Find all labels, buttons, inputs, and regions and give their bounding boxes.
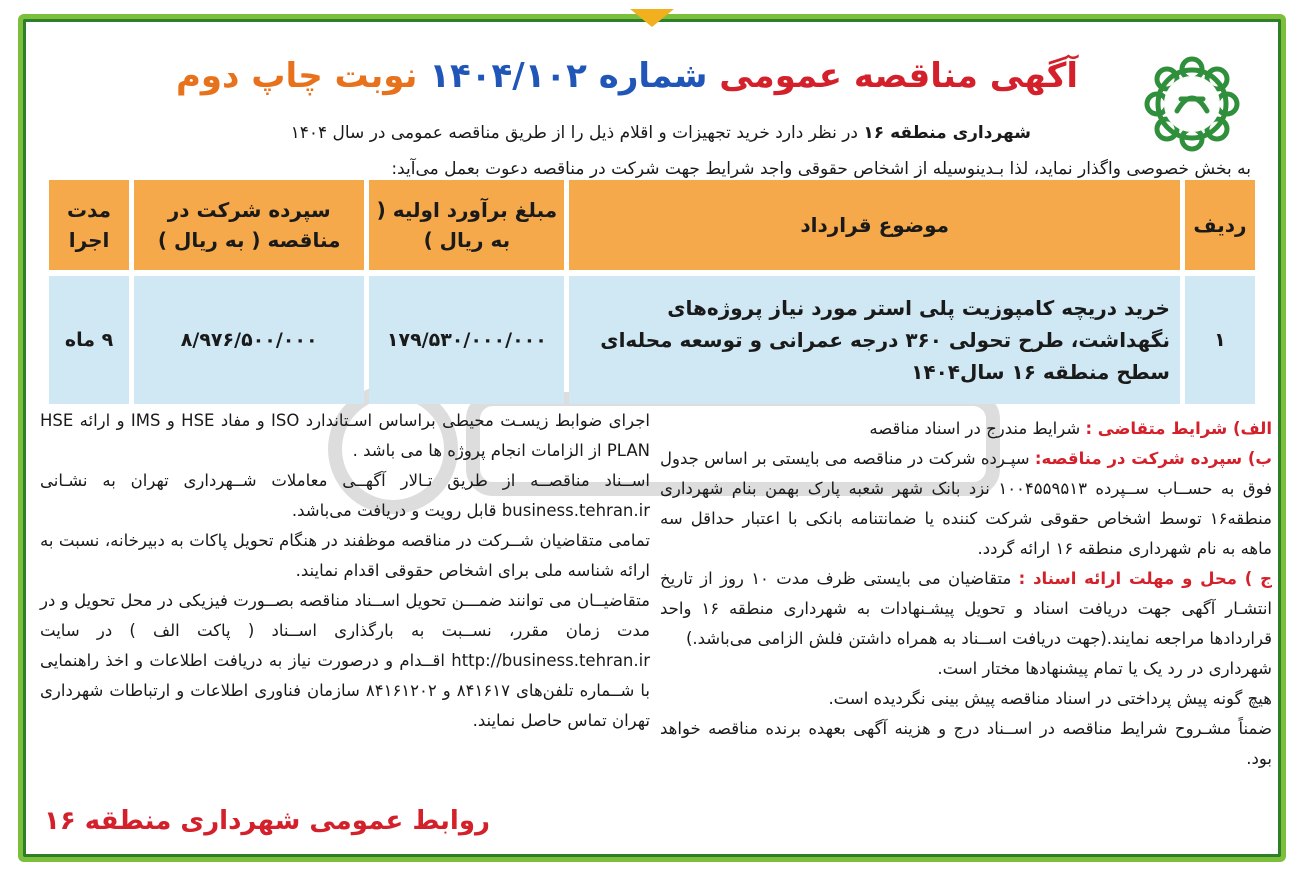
- standards-text-2: و مفاد: [214, 411, 272, 430]
- ims-term: IMS: [130, 411, 161, 430]
- condition-upload: [40, 586, 650, 736]
- cell-estimate: ۱۷۹/۵۳۰/۰۰۰/۰۰۰: [369, 276, 564, 404]
- conditions-left-column: [40, 406, 650, 736]
- cell-duration: ۹ ماه: [49, 276, 129, 404]
- tehran-municipality-logo-icon: [1137, 49, 1247, 159]
- standards-text-4: از الزامات انجام پروژه ها می باشد .: [352, 441, 607, 460]
- standards-text-3: و ارائه: [73, 411, 131, 430]
- intro-line-2: به بخش خصوصی واگذار نماید، لذا بـدینوسیله از اشخاص حقوقی واجد شرایط جهت شرکت در مناقصه دعوت بعمل می‌آید:: [391, 159, 1251, 179]
- condition-prepayment: هیچ گونه پیش پرداختی در اسناد مناقصه پیش بینی نگردیده است.: [828, 689, 1272, 708]
- documents-url[interactable]: business.tehran.ir: [501, 501, 650, 520]
- cell-deposit: ۸/۹۷۶/۵۰۰/۰۰۰: [134, 276, 364, 404]
- header-estimate: مبلغ برآورد اولیه ( به ریال ): [369, 180, 564, 270]
- iso-term: ISO: [271, 411, 300, 430]
- tender-table: [44, 174, 1260, 410]
- table-row: [49, 276, 1255, 404]
- header-duration: مدت اجرا: [49, 180, 129, 270]
- title-print-round: نوبت چاپ دوم: [175, 56, 418, 96]
- standards-and: و: [160, 411, 182, 430]
- condition-b-label: ب) سپرده شرکت در مناقصه:: [1034, 449, 1272, 468]
- condition-a: [660, 414, 1272, 444]
- condition-c-label: ج ) محل و مهلت ارائه اسناد :: [1018, 569, 1272, 588]
- hse-plan-term: HSE PLAN: [40, 411, 650, 460]
- header-row-no: ردیف: [1185, 180, 1255, 270]
- condition-reject: شهرداری در رد یک یا تمام پیشنهادها مختار است.: [937, 659, 1272, 678]
- standards-text: اجرای ضوابط زیسـت محیطی براساس اسـتاندارد: [299, 411, 650, 430]
- intro-text: در نظر دارد خرید تجهیزات و اقلام ذیل را از طریق مناقصه عمومی در سال ۱۴۰۴: [290, 123, 864, 143]
- condition-details: ضمناً مشـروح شرایط مناقصه در اســناد درج و هزینه آگهی بعهده برنده مناقصه خواهد بود.: [660, 719, 1272, 768]
- public-relations-signature: روابط عمومی شهرداری منطقه ۱۶: [44, 806, 490, 836]
- upload-url[interactable]: http://business.tehran.ir: [451, 651, 650, 670]
- table-header-row: [49, 180, 1255, 270]
- upload-text: متقاضیــان می توانند ضمـــن تحویل اســناد مناقصه بصــورت فیزیکی در محل تحویل و در مدت زمان مقرر، نســبت به بارگذاری اســناد ( پاکت الف ) در سایت: [40, 591, 650, 640]
- condition-a-label: الف) شرایط متقاضی :: [1085, 419, 1272, 438]
- top-tab-marker: [630, 9, 674, 27]
- title-main: آگهی مناقصه عمومی: [719, 56, 1079, 96]
- cell-subject: خرید دریچه کامپوزیت پلی استر مورد نیاز پروژه‌های نگهداشت، طرح تحولی ۳۶۰ درجه عمرانی و توسعه محله‌ای سطح منطقه ۱۶ سال۱۴۰۴: [569, 276, 1180, 404]
- condition-b: [660, 444, 1272, 564]
- hse-term: HSE: [181, 411, 215, 430]
- conditions-right-column: [660, 414, 1272, 774]
- condition-standards: [40, 406, 650, 466]
- condition-a-text: شرایط مندرج در اسناد مناقصه: [869, 419, 1086, 438]
- header-subject: موضوع قرارداد: [569, 180, 1180, 270]
- intro-organization: شهرداری منطقه ۱۶: [863, 123, 1031, 143]
- condition-national-id: تمامی متقاضیان شــرکت در مناقصه موظفند در هنگام تحویل پاکات به دبیرخانه، نسبت به ارائه شناسه ملی برای اشخاص حقوقی اقدام نمایند.: [40, 531, 650, 580]
- cell-row-no: ۱: [1185, 276, 1255, 404]
- condition-c-text: متقاضیان می بایستی ظرف مدت ۱۰ روز از تاریخ انتشـار آگهی جهت دریافت اسناد و تحویل پیشـنهادات به شهرداری منطقه ۱۶ واحد قراردادها مراجعه نمایند.(جهت دریافت اســناد به همراه داشتن فلش الزامی می‌باشد.): [660, 569, 1272, 648]
- condition-b-text: سپـرده شرکت در مناقصه می بایستی بر اساس جدول فوق به حســاب ســپرده ۱۰۰۴۵۵۹۵۱۳ نزد بانک شهر شعبه پارک بهمن بنام شهرداری منطقه۱۶ توسط اشخاص حقوقی شرکت کننده یا ضمانتنامه بانکی با اعتبار حداقل سه ماهه به نام شهرداری منطقه ۱۶ ارائه گردد.: [660, 449, 1272, 558]
- condition-documents: [40, 466, 650, 526]
- ad-title: [173, 55, 1081, 97]
- upload-text-2: اقــدام و درصورت نیاز به دریافت اطلاعات و اخذ راهنمایی با شــماره تلفن‌های ۸۴۱۶۱۷ و ۸۴۱۶۱۲۰۲ سازمان فناوری اطلاعات و ارتباطات شهرداری تهران تماس حاصل نمایند.: [40, 651, 650, 730]
- documents-text-2: قابل رویت و دریافت می‌باشد.: [291, 501, 502, 520]
- documents-text: اســناد مناقصــه از طریق تـالار آگهــی معاملات شــهرداری تهران به نشـانی: [40, 471, 650, 490]
- condition-c: [660, 564, 1272, 654]
- header-deposit: سپرده شرکت در مناقصه ( به ریال ): [134, 180, 364, 270]
- title-number: شماره ۱۴۰۴/۱۰۲: [429, 56, 708, 96]
- intro-line-1: [73, 119, 1031, 147]
